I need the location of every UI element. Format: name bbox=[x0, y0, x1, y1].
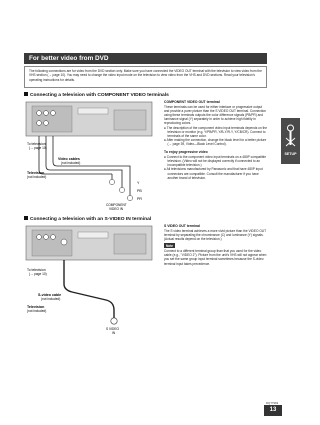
svideo-heading-text: Connecting a television with an S-VIDEO IN terminal bbox=[30, 217, 152, 222]
television-label: Television bbox=[27, 305, 45, 309]
video-cables-label: Video cables bbox=[58, 157, 80, 161]
svideo-jack-label: S VIDEO bbox=[106, 327, 119, 331]
tv-svideo-jack-icon bbox=[111, 318, 117, 324]
television-note: (not included) bbox=[27, 175, 47, 179]
to-television-label: To television bbox=[27, 268, 46, 272]
jack-icon bbox=[51, 111, 56, 116]
recorder-slot bbox=[78, 232, 108, 238]
to-television-page: (→ page 10) bbox=[29, 272, 47, 276]
document-code: RQT7969 bbox=[266, 401, 279, 405]
setup-side-tab bbox=[281, 118, 300, 164]
jack-icon bbox=[51, 235, 56, 240]
jack-y-label: Y bbox=[137, 181, 140, 185]
component-jack-label-2: VIDEO IN bbox=[109, 207, 123, 211]
square-bullet-icon bbox=[24, 92, 28, 96]
television-note: (not included) bbox=[27, 309, 47, 313]
recorder-terminal-block bbox=[32, 106, 72, 132]
jack-pr-label: PR bbox=[137, 197, 142, 201]
svideo-connection-diagram bbox=[24, 224, 154, 340]
progressive-bullet: ● Connect to the component video input terminals on a 480P compatible television. (Video will not be displayed correctly if connected to an incompatible television.) bbox=[164, 155, 266, 168]
component-bullet: ● After making the connection, change the black level for a better picture (→ page 39, Video—Black Level Control). bbox=[164, 137, 267, 146]
svideo-cable-label: S-video cable bbox=[38, 293, 62, 297]
component-connection-diagram bbox=[24, 100, 154, 212]
tv-jack-y-icon bbox=[109, 179, 114, 184]
jack-icon bbox=[44, 121, 49, 126]
television-label: Television bbox=[27, 171, 45, 175]
svideo-paragraph: The S video terminal achieves a more vivid picture than the VIDEO OUT terminal by separating the chrominance (C) and luminance (Y) signals. (Actual results depend on the television.) bbox=[164, 229, 266, 242]
video-cables-note: (not included) bbox=[61, 161, 81, 165]
setup-tools-icon bbox=[284, 124, 297, 150]
video-cable-y bbox=[39, 136, 112, 174]
video-cable-pr bbox=[53, 136, 130, 196]
svideo-heading bbox=[24, 216, 151, 222]
recorder-slot bbox=[78, 108, 108, 114]
svideo-diagram bbox=[24, 224, 154, 340]
component-paragraph: These terminals can be used for either interlace or progressive output and provide a purer picture than the S VIDEO OUT terminal. Connection using these terminals outputs the color difference signals (PB/PR) and luminance signal (Y) separately in order to achieve high fidelity in reproducing colors. bbox=[164, 105, 266, 126]
svideo-text-column bbox=[164, 224, 268, 266]
jack-icon bbox=[44, 235, 49, 240]
svideo-cable-note: (not included) bbox=[41, 297, 61, 301]
jack-pb-label: PB bbox=[137, 189, 142, 193]
component-heading bbox=[24, 92, 169, 98]
component-subheading: COMPONENT VIDEO OUT terminal bbox=[164, 100, 220, 104]
section-title-bar: For better video from DVD bbox=[24, 53, 267, 64]
intro-box: The following connections are for video from the DVD section only. Make sure you have connected the VIDEO OUT terminal with the television to view video from the VHS section (→ page 10). You may need to change the video input mode on the television to view video from the VHS and DVD sections. Read your television's operating instructions for details. bbox=[24, 66, 267, 88]
page-number: 13 bbox=[264, 405, 282, 416]
jack-icon bbox=[37, 121, 42, 126]
svideo-subheading: S VIDEO OUT terminal bbox=[164, 224, 200, 228]
jack-icon bbox=[44, 111, 49, 116]
square-bullet-icon bbox=[24, 216, 28, 220]
to-television-page: (→ page 10) bbox=[29, 146, 47, 150]
svideo-jack-label-2: IN bbox=[112, 331, 116, 335]
recorder-panel bbox=[114, 110, 146, 130]
component-diagram bbox=[24, 100, 154, 212]
note-badge: Note bbox=[166, 243, 174, 248]
progressive-bullet: ● All televisions manufactured by Panasonic and that have 480P input connectors are compatible. Consult the manufacturer if you have another brand of television. bbox=[164, 167, 263, 180]
to-television-label: To television bbox=[27, 142, 46, 146]
side-tab-label: SETUP bbox=[284, 152, 297, 156]
progressive-subheading: To enjoy progressive video bbox=[164, 150, 208, 155]
component-heading-text: Connecting a television with COMPONENT VIDEO terminals bbox=[30, 93, 169, 98]
jack-icon bbox=[37, 235, 42, 240]
svideo-cable bbox=[64, 260, 114, 318]
tv-jack-pr-icon bbox=[127, 195, 132, 200]
recorder-panel bbox=[114, 234, 146, 254]
svideo-note-paragraph: Connect to a different terminal group than that you used for the video cable (e.g., "VIDEO 2"). Picture from the unit's VHS will not appear when you set the same group input terminal sometimes because the S-video terminal input takes precedence. bbox=[164, 249, 267, 266]
svideo-out-jack-icon bbox=[61, 239, 67, 245]
jack-icon bbox=[37, 111, 42, 116]
tv-jack-pb-icon bbox=[119, 187, 124, 192]
component-jack-label: COMPONENT bbox=[106, 203, 127, 207]
component-text-column bbox=[164, 100, 268, 180]
component-bullet: ● The description of the component video input terminals depends on the television or monitor (e.g. Y/PB/PR, Y/B-Y/R-Y, Y/CB/CR). Connect to terminals of the same color. bbox=[164, 125, 268, 138]
